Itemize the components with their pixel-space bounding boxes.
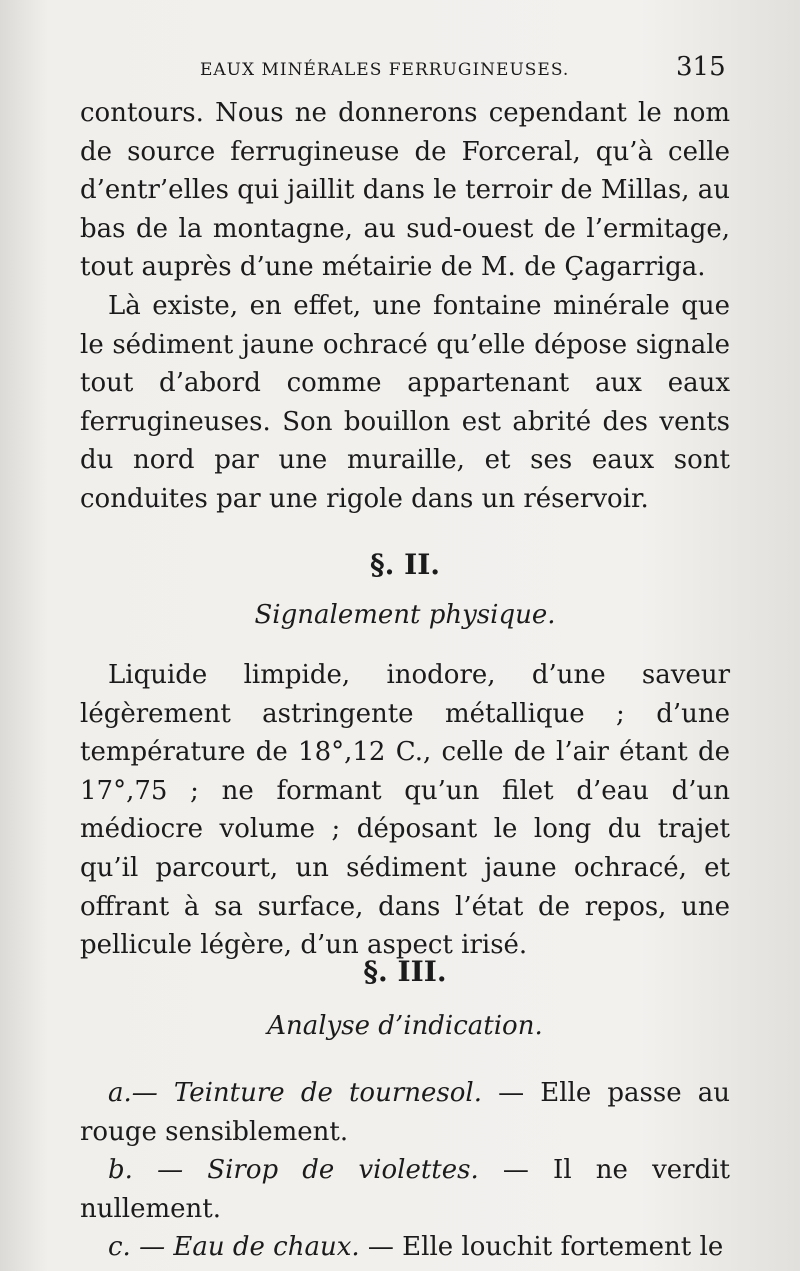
section-2-paragraph: Liquide limpide, inodore, d’une saveur légèrement astringente métallique ; d’une température de 18°,12 C., celle de l’air étant de 17°,75 ; ne formant qu’un filet d’eau d’un médiocre volume ; déposant le long du trajet qu’il parcourt, un sédiment jaune ochracé, et offrant à sa surface, dans l’état de repos, une pellicule légère, d’un aspect irisé. <box>80 660 730 961</box>
section-2-title: Signalement physique. <box>254 600 556 630</box>
analysis-item-a <box>80 1074 730 1151</box>
page-header <box>0 52 800 92</box>
section-2-heading: §. II. <box>369 548 441 581</box>
item-label: c. <box>108 1232 131 1263</box>
page-number: 315 <box>676 52 726 82</box>
item-reagent: — Sirop de violettes. <box>157 1155 479 1186</box>
item-reagent: — Eau de chaux. <box>130 1232 360 1263</box>
item-result: — Il ne verdit nullement. <box>80 1155 730 1224</box>
paragraph-1: contours. Nous ne donnerons cependant le nom de source ferrugineuse de Forceral, qu’à celle d’entr’elles qui jaillit dans le terroir de Millas, au bas de la montagne, au sud-ouest de l’ermitage, tout auprès d’une métairie de M. de Çagarriga. <box>80 98 730 283</box>
item-result: — Elle louchit fortement le <box>359 1232 724 1263</box>
analysis-list <box>80 1074 730 1267</box>
analysis-item-b <box>80 1151 730 1228</box>
running-title: EAUX MINÉRALES FERRUGINEUSES. <box>200 60 570 80</box>
analysis-item-c <box>80 1228 730 1267</box>
item-reagent: — Teinture de tournesol. <box>131 1078 482 1108</box>
section-3-heading: §. III. <box>363 955 447 988</box>
item-result: — Elle passe au rouge sensiblement. <box>80 1078 730 1147</box>
section-3-title: Analyse d’indication. <box>267 1011 543 1041</box>
paragraph-2: Là existe, en effet, une fontaine minérale que le sédiment jaune ochracé qu’elle dépose signale tout d’abord comme appartenant aux eaux ferrugineuses. Son bouillon est abrité des vents du nord par une muraille, et ses eaux sont conduites par une rigole dans un réservoir. <box>80 291 730 514</box>
item-label: a. <box>108 1078 132 1108</box>
item-label: b. <box>108 1155 133 1186</box>
